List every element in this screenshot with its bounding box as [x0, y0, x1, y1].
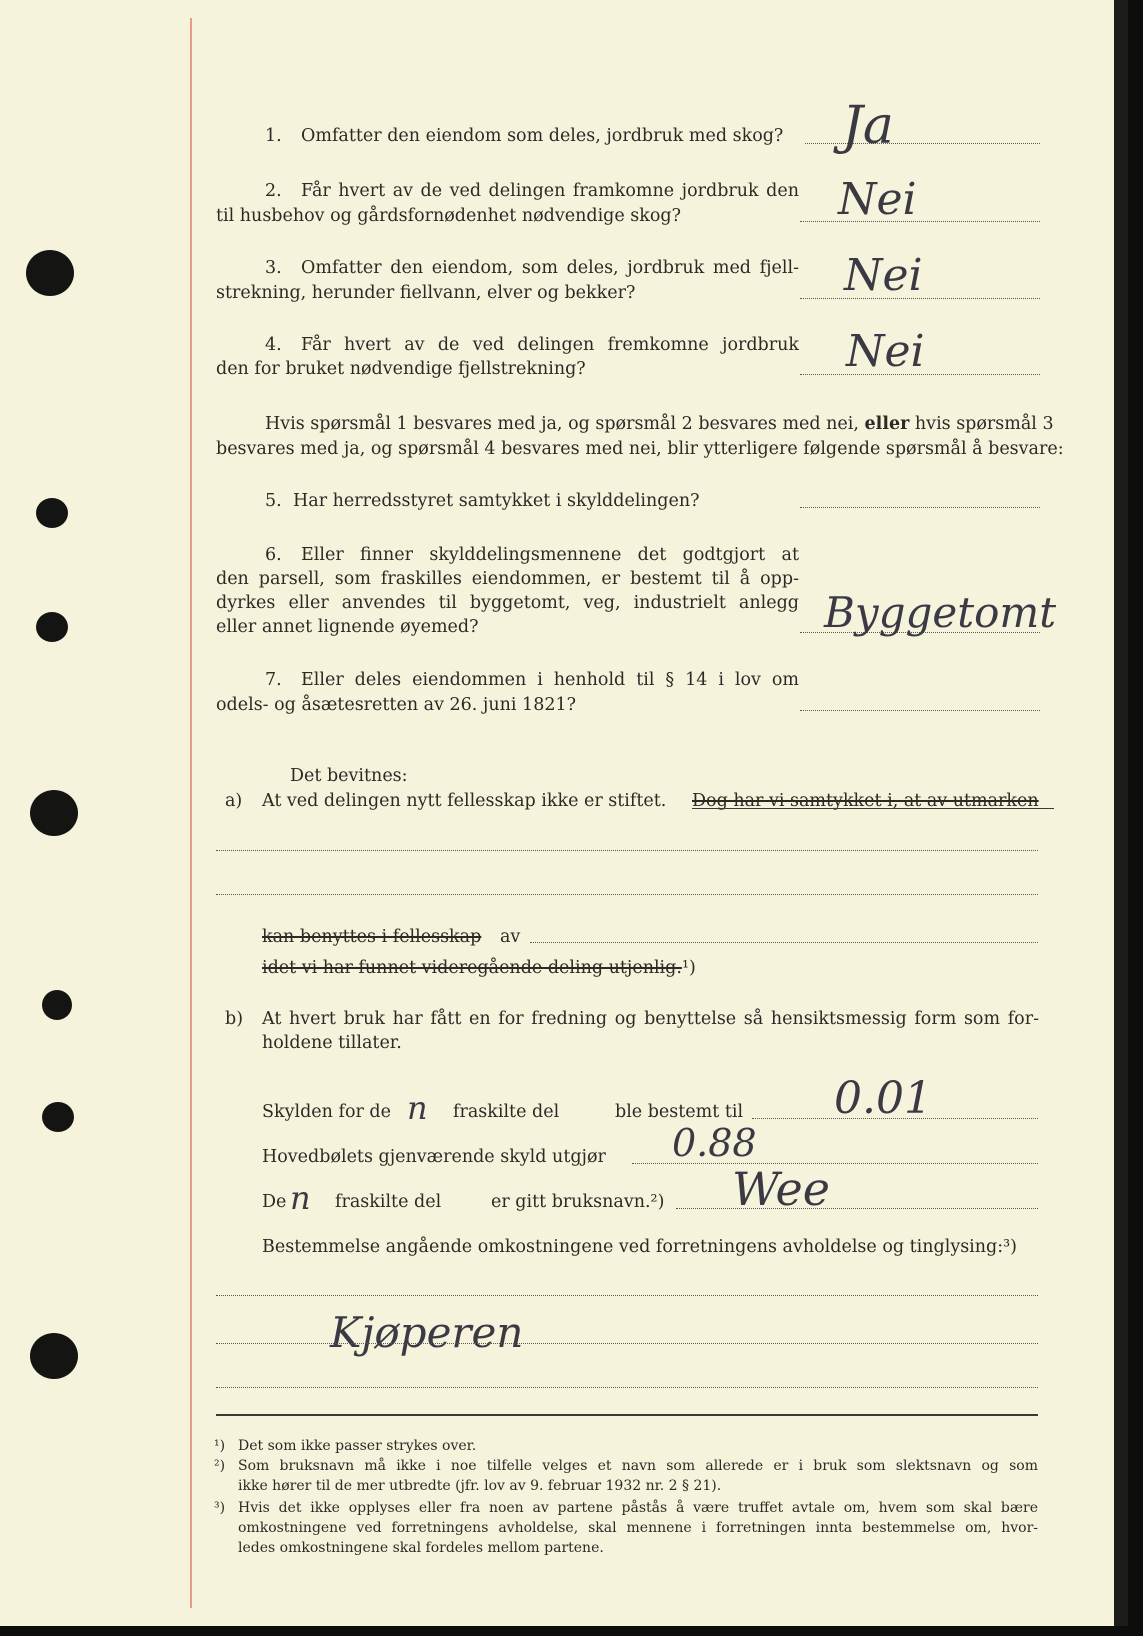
skyld-name: Wee — [732, 1162, 830, 1216]
q7-line2: odels- og åsætesretten av 26. juni 1821? — [216, 695, 576, 715]
q2-number: 2. — [265, 181, 282, 201]
q2-answer-line — [800, 221, 1040, 222]
q6-line4: eller annet lignende øyemed? — [216, 617, 479, 637]
cost-answer: Kjøperen — [330, 1308, 524, 1357]
skyld-line2: Hovedbølets gjenværende skyld utgjør — [262, 1147, 606, 1167]
condition-line1 — [265, 412, 1054, 436]
attest-b-label: b) — [225, 1009, 244, 1029]
footnote-rule — [216, 1414, 1038, 1416]
attest-b-line1: At hvert bruk har fått en for fredning og benyttelse så hensiktsmessig form som for- — [262, 1009, 1039, 1029]
q1-answer-line — [805, 143, 1040, 144]
q4-line1: Får hvert av de ved delingen fremkomne jordbruk — [301, 335, 799, 355]
footnote-2-line2: ikke hører til de mer utbredte (jfr. lov av 9. februar 1932 nr. 2 § 21). — [238, 1478, 722, 1494]
footnote-2-line1: Som bruksnavn må ikke i noe tilfelle velges et navn som allerede er i bruk som slektsnavn og som — [238, 1458, 1038, 1474]
attest-blank-line — [216, 850, 1038, 851]
attest-struck-av: av — [500, 927, 521, 947]
q4-line2: den for bruket nødvendige fjellstrekning? — [216, 359, 586, 379]
attest-a-text: At ved delingen nytt fellesskap ikke er stiftet. — [262, 791, 667, 811]
footnote-3-line1: Hvis det ikke opplyses eller fra noen av partene påstås å være truffet avtale om, hvem som skal bære — [238, 1500, 1038, 1516]
q5-text: Har herredsstyret samtykket i skylddelingen? — [293, 491, 700, 511]
skyld-line1-hand: n — [407, 1089, 428, 1127]
cost-line — [216, 1387, 1038, 1388]
attest-a-underline — [692, 808, 1054, 809]
q3-answer: Nei — [844, 250, 923, 301]
skyld-name-line — [676, 1208, 1038, 1209]
punch-hole — [36, 612, 68, 642]
attest-struck-fellesskap: kan benyttes i fellesskap — [262, 927, 482, 947]
punch-hole — [30, 790, 78, 836]
cost-line — [216, 1295, 1038, 1296]
q3-line1: Omfatter den eiendom, som deles, jordbruk med fjell- — [301, 258, 799, 278]
skyld-value1: 0.01 — [834, 1073, 932, 1124]
attest-struck-deling — [262, 956, 696, 980]
q5-answer-line — [800, 507, 1040, 508]
punch-hole — [26, 250, 74, 296]
q4-answer: Nei — [846, 326, 925, 377]
footnote-ref: ¹) — [681, 958, 696, 978]
attest-a-label: a) — [225, 791, 243, 811]
condition-line2: besvares med ja, og spørsmål 4 besvares med nei, blir ytterligere følgende spørsmål å besvare: — [216, 439, 1064, 459]
page-edge — [1114, 0, 1128, 1626]
punch-hole — [42, 990, 72, 1020]
q2-line1: Får hvert av de ved delingen framkomne jordbruk den — [301, 181, 799, 201]
q4-number: 4. — [265, 335, 282, 355]
footnote-1: Det som ikke passer strykes over. — [238, 1438, 477, 1454]
q1-number: 1. — [265, 126, 282, 146]
q6-line1: Eller finner skylddelingsmennene det godtgjort at — [301, 545, 799, 565]
attest-heading: Det bevitnes: — [290, 766, 408, 786]
skyld-line1-a: Skylden for de — [262, 1102, 391, 1122]
condition-bold-word: eller — [864, 414, 910, 434]
attest-fellesskap-line — [530, 942, 1038, 943]
q3-line2: strekning, herunder fiellvann, elver og bekker? — [216, 283, 636, 303]
attest-b-line2: holdene tillater. — [262, 1033, 402, 1053]
q1-answer: Ja — [842, 96, 894, 156]
cost-line — [216, 1343, 1038, 1344]
footnote-3-line3: ledes omkostningene skal fordeles mellom partene. — [238, 1540, 604, 1556]
attest-blank-line — [216, 894, 1038, 895]
attest-struck-deling-text: idet vi har funnet videregående deling utjenlig. — [262, 958, 682, 978]
footnote-2-mark: ²) — [214, 1458, 226, 1474]
footnote-3-line2: omkostningene ved forretningens avholdelse, skal mennene i forretningen innta bestemmelse om, hvor- — [238, 1520, 1038, 1536]
q6-number: 6. — [265, 545, 282, 565]
q3-number: 3. — [265, 258, 282, 278]
margin-line — [190, 18, 192, 1608]
footnote-3-mark: ³) — [214, 1500, 226, 1516]
skyld-line1-c: ble bestemt til — [615, 1102, 744, 1122]
q6-line3: dyrkes eller anvendes til byggetomt, veg, industrielt anlegg — [216, 593, 799, 613]
q2-line2: til husbehov og gårdsfornødenhet nødvendige skog? — [216, 206, 681, 226]
skyld-line3-c: er gitt bruksnavn.²) — [491, 1192, 665, 1212]
skyld-line3-a: De — [262, 1192, 287, 1212]
skyld-value2: 0.88 — [672, 1121, 757, 1165]
punch-hole — [42, 1102, 74, 1132]
q7-line1: Eller deles eiendommen i henhold til § 14 i lov om — [301, 670, 799, 690]
q5-number: 5. — [265, 491, 282, 511]
condition-text: hvis spørsmål 3 — [914, 414, 1054, 434]
q6-answer: Byggetomt — [824, 588, 1057, 637]
attest-a-struck-text: Dog har vi samtykket i, at av utmarken — [692, 791, 1039, 811]
skyld-line3-b: fraskilte del — [335, 1192, 442, 1212]
skyld-line3-hand: n — [290, 1179, 311, 1217]
q6-line2: den parsell, som fraskilles eiendommen, er bestemt til å opp- — [216, 569, 799, 589]
skyld-line1-b: fraskilte del — [453, 1102, 560, 1122]
q2-answer: Nei — [838, 174, 917, 225]
punch-hole — [30, 1333, 78, 1379]
condition-text: Hvis spørsmål 1 besvares med ja, og spørsmål 2 besvares med nei, — [265, 414, 859, 434]
footnote-1-mark: ¹) — [214, 1438, 226, 1454]
q7-answer-line — [800, 710, 1040, 711]
punch-hole — [36, 498, 68, 528]
q7-number: 7. — [265, 670, 282, 690]
skyld-line4: Bestemmelse angående omkostningene ved forretningens avholdelse og tinglysing:³) — [262, 1237, 1017, 1257]
q1-text: Omfatter den eiendom som deles, jordbruk med skog? — [301, 126, 784, 146]
